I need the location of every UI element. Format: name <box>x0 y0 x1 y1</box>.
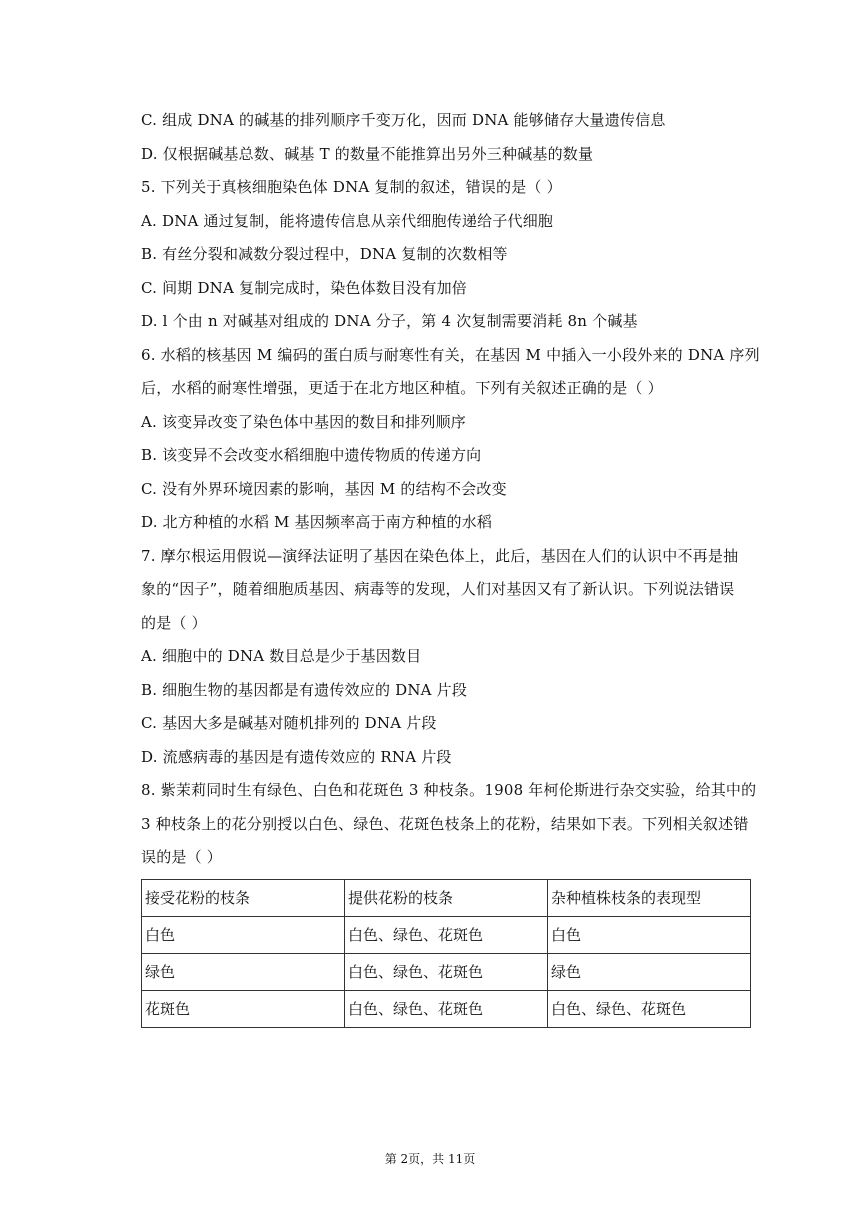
table-container <box>141 879 751 1028</box>
question-6-line-2: 后，水稻的耐寒性增强，更适于在北方地区种植。下列有关叙述正确的是（ ） <box>141 379 663 397</box>
question-8-line-3: 误的是（ ） <box>141 848 222 866</box>
option-a-q7: A. 细胞中的 DNA 数目总是少于基因数目 <box>141 647 422 665</box>
option-b-q6: B. 该变异不会改变水稻细胞中遗传物质的传递方向 <box>141 446 482 464</box>
option-a-q6: A. 该变异改变了染色体中基因的数目和排列顺序 <box>141 412 466 431</box>
question-5: 5. 下列关于真核细胞染色体 DNA 复制的叙述，错误的是（ ） <box>141 178 562 196</box>
option-d-q7: D. 流感病毒的基因是有遗传效应的 RNA 片段 <box>141 747 452 766</box>
table-row <box>142 990 751 1027</box>
table-cell: 白色、绿色、花斑色 <box>345 990 548 1027</box>
option-d-q4: D. 仅根据碱基总数、碱基 T 的数量不能推算出另外三种碱基的数量 <box>141 144 594 163</box>
option-c-q5: C. 间期 DNA 复制完成时，染色体数目没有加倍 <box>141 278 468 297</box>
option-d-q5: D. l 个由 n 对碱基对组成的 DNA 分子，第 4 次复制需要消耗 8n 个碱基 <box>141 312 638 330</box>
table-cell: 白色、绿色、花斑色 <box>345 916 548 953</box>
table-header-cell: 杂种植株枝条的表现型 <box>548 879 751 916</box>
option-c-q7: C. 基因大多是碱基对随机排列的 DNA 片段 <box>141 714 437 732</box>
page-footer: 第 2页，共 11页 <box>384 1152 476 1166</box>
table-cell: 白色、绿色、花斑色 <box>345 953 548 990</box>
pollination-table <box>141 879 751 1028</box>
table-cell: 绿色 <box>142 953 345 990</box>
question-8-line-2: 3 种枝条上的花分别授以白色、绿色、花斑色枝条上的花粉，结果如下表。下列相关叙述错 <box>141 814 749 833</box>
table-header-cell: 提供花粉的枝条 <box>345 879 548 916</box>
option-b-q7: B. 细胞生物的基因都是有遗传效应的 DNA 片段 <box>141 680 468 699</box>
table-row <box>142 953 751 990</box>
option-b-q5: B. 有丝分裂和减数分裂过程中，DNA 复制的次数相等 <box>141 245 508 263</box>
table-header-row <box>142 879 751 916</box>
table-cell: 绿色 <box>548 953 751 990</box>
option-d-q6: D. 北方种植的水稻 M 基因频率高于南方种植的水稻 <box>141 513 493 531</box>
table-cell: 白色、绿色、花斑色 <box>548 990 751 1027</box>
option-c-q6: C. 没有外界环境因素的影响，基因 M 的结构不会改变 <box>141 479 507 498</box>
table-cell: 白色 <box>142 916 345 953</box>
question-6-line-1: 6. 水稻的核基因 M 编码的蛋白质与耐寒性有关，在基因 M 中插入一小段外来的 DNA 序列 <box>141 345 760 364</box>
table-cell: 花斑色 <box>142 990 345 1027</box>
page-content <box>141 104 760 1028</box>
question-7-line-2: 象的“因子”，随着细胞质基因、病毒等的发现，人们对基因又有了新认识。下列说法错误 <box>141 580 735 598</box>
question-7-line-3: 的是（ ） <box>141 613 207 632</box>
table-cell: 白色 <box>548 916 751 953</box>
option-c-q4: C. 组成 DNA 的碱基的排列顺序千变万化，因而 DNA 能够储存大量遗传信息 <box>141 111 666 129</box>
table-header-cell: 接受花粉的枝条 <box>142 879 345 916</box>
table-row <box>142 916 751 953</box>
question-8-line-1: 8. 紫茉莉同时生有绿色、白色和花斑色 3 种枝条。1908 年柯伦斯进行杂交实验，给其中的 <box>141 781 757 799</box>
option-a-q5: A. DNA 通过复制，能将遗传信息从亲代细胞传递给子代细胞 <box>141 211 554 230</box>
question-7-line-1: 7. 摩尔根运用假说—演绎法证明了基因在染色体上，此后，基因在人们的认识中不再是抽 <box>141 546 739 565</box>
